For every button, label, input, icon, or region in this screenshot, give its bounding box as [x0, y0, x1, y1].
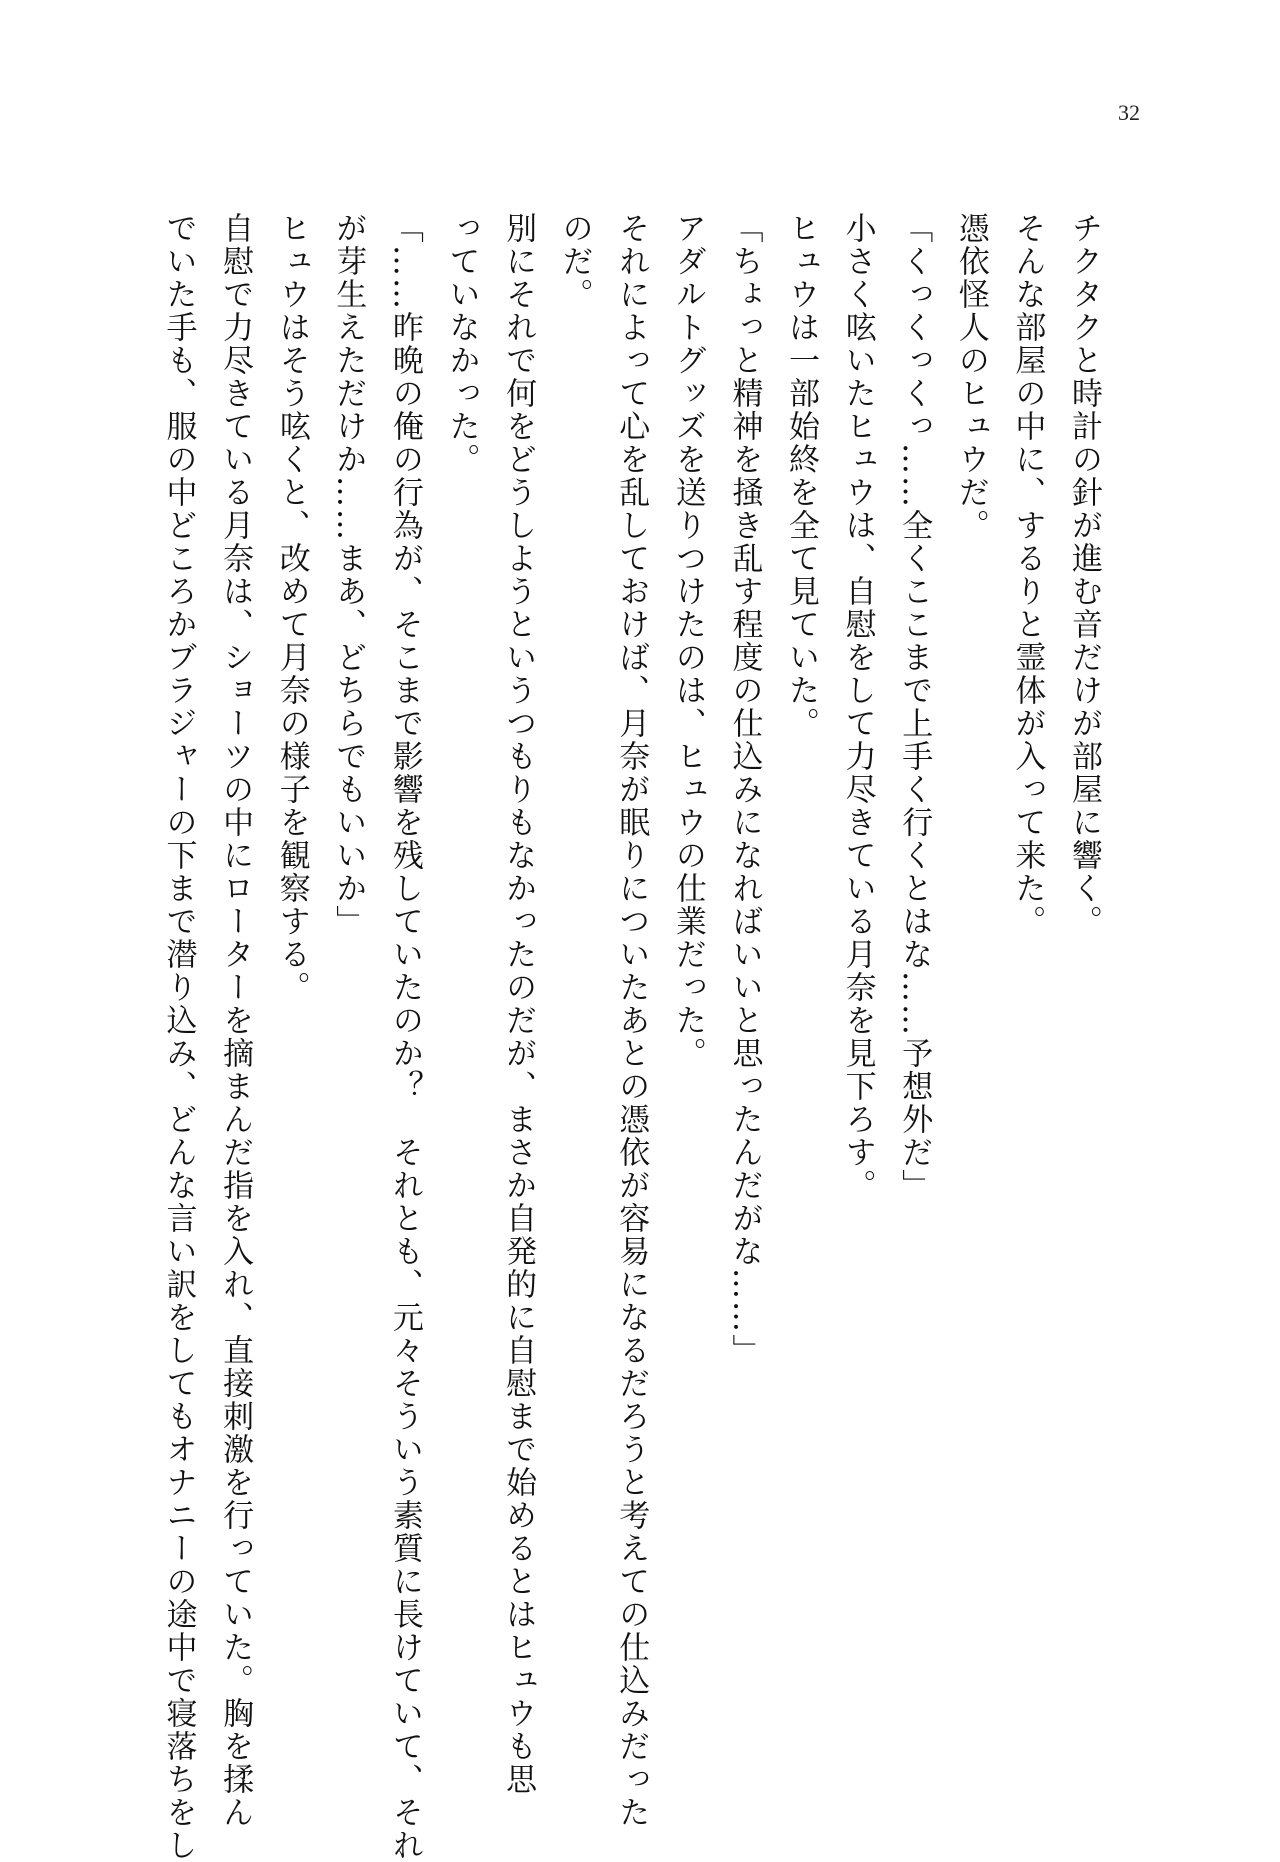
text-line: そんな部屋の中に、するりと霊体が入って来た。 [1009, 212, 1046, 938]
text-line: ヒュウは一部始終を全て見ていた。 [783, 212, 820, 740]
text-line: 自慰で力尽きている月奈は、ショーツの中にローターを摘まんだ指を入れ、直接刺激を行っていた。胸を揉ん [217, 212, 254, 1829]
text-line: のだ。 [556, 212, 593, 311]
page-number: 32 [1118, 100, 1140, 125]
text-line: 小さく呟いたヒュウは、自慰をして力尽きている月奈を見下ろす。 [839, 212, 876, 1202]
text-line: っていなかった。 [443, 212, 480, 476]
text-line: アダルトグッズを送りつけたのは、ヒュウの仕業だった。 [669, 212, 706, 1070]
text-line: が芽生えただけか……まあ、どちらでもいいか」 [330, 212, 367, 938]
body-text [150, 212, 1112, 1862]
text-line: それによって心を乱しておけば、月奈が眠りについたあとの憑依が容易になるだろうと考えての仕込みだった [613, 212, 650, 1829]
text-line: ヒュウはそう呟くと、改めて月奈の様子を観察する。 [273, 212, 310, 1004]
text-line: 別にそれで何をどうしようというつもりもなかったのだが、まさか自発的に自慰まで始めるとはヒュウも思 [500, 212, 537, 1796]
text-line: チクタクと時計の針が進む音だけが部屋に響く。 [1066, 212, 1102, 938]
text-line: 「ちょっと精神を掻き乱す程度の仕込みになればいいと思ったんだがな……」 [726, 212, 763, 1367]
text-line: 「くっくっくっ……全くここまで上手く行くとはな……予想外だ」 [896, 212, 933, 1202]
text-line: でいた手も、服の中どころかブラジャーの下まで潜り込み、どんな言い訳をしてもオナニーの途中で寝落ちをし [160, 212, 197, 1862]
text-line: 「……昨晩の俺の行為が、そこまで影響を残していたのか？ それとも、元々そういう素質に長けていて、それ [386, 212, 423, 1862]
text-line: 憑依怪人のヒュウだ。 [952, 212, 989, 542]
